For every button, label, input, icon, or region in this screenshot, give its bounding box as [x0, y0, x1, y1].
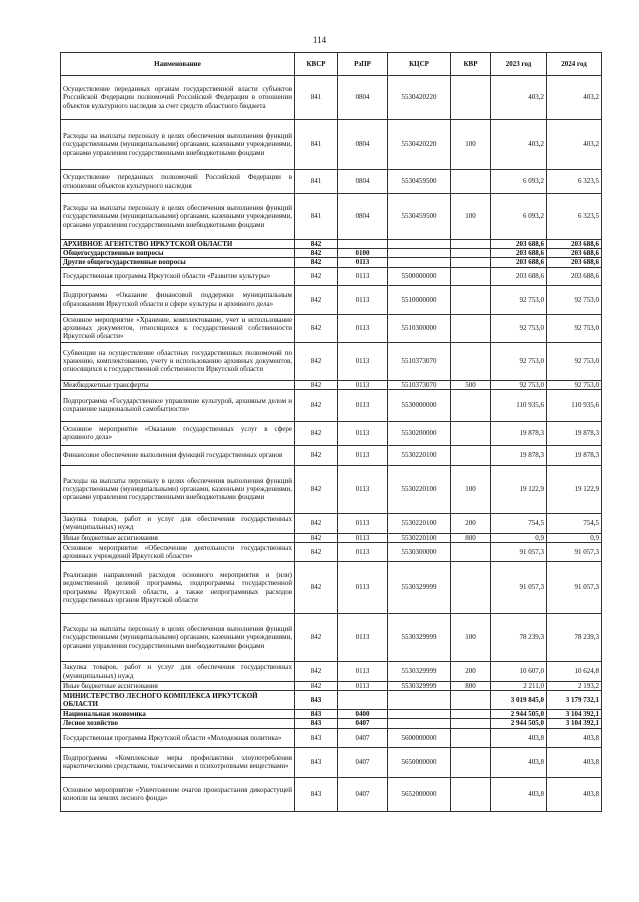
- cell-name: Национальная экономика: [61, 710, 295, 719]
- cell-name: Подпрограмма «Комплексные меры профилактики злоупотребления наркотическими средствами, токсическими и психотропными веществами»: [61, 747, 295, 777]
- cell-y2023: 403,2: [491, 120, 547, 170]
- cell-kvr: [451, 285, 491, 314]
- cell-rzpr: 0113: [338, 258, 388, 267]
- cell-kvr: [451, 562, 491, 614]
- cell-y2024: 0,9: [547, 533, 602, 542]
- cell-rzpr: 0113: [338, 285, 388, 314]
- cell-name: Государственная программа Иркутской области «Молодежная политика»: [61, 728, 295, 747]
- cell-name: Иные бюджетные ассигнования: [61, 682, 295, 691]
- cell-rzpr: 0407: [338, 728, 388, 747]
- cell-kvsr: 841: [295, 120, 338, 170]
- cell-kcsr: 5530300000: [388, 543, 451, 562]
- cell-y2023: 203 688,6: [491, 240, 547, 249]
- cell-kvsr: 842: [295, 445, 338, 465]
- cell-y2024: 754,5: [547, 513, 602, 533]
- table-row: [61, 533, 602, 542]
- table-row: [61, 120, 602, 170]
- cell-name: МИНИСТЕРСТВО ЛЕСНОГО КОМПЛЕКСА ИРКУТСКОЙ ОБЛАСТИ: [61, 691, 295, 710]
- cell-name: Осуществление переданных органам государственной власти субъектов Российской Федерации полномочий Российской Федерации в отношении объектов культурного наследия за счет средств областного бюджета: [61, 76, 295, 120]
- cell-y2024: 19 878,3: [547, 421, 602, 445]
- cell-kvr: 200: [451, 513, 491, 533]
- table-row: [61, 249, 602, 258]
- table-row: [61, 342, 602, 380]
- cell-rzpr: 0113: [338, 314, 388, 342]
- table-row: [61, 614, 602, 662]
- table-row: [61, 719, 602, 728]
- cell-y2023: 2 211,0: [491, 682, 547, 691]
- cell-kcsr: 5530420220: [388, 76, 451, 120]
- cell-y2024: 19 122,9: [547, 465, 602, 513]
- cell-kvsr: 842: [295, 342, 338, 380]
- table-row: [61, 747, 602, 777]
- cell-kvsr: 843: [295, 691, 338, 710]
- cell-kcsr: 5530329999: [388, 562, 451, 614]
- cell-kcsr: [388, 719, 451, 728]
- cell-rzpr: 0113: [338, 682, 388, 691]
- cell-kcsr: [388, 240, 451, 249]
- cell-y2023: 92 753,0: [491, 342, 547, 380]
- cell-kvr: 800: [451, 533, 491, 542]
- cell-y2024: 92 753,0: [547, 285, 602, 314]
- cell-y2024: 203 688,6: [547, 267, 602, 285]
- cell-kvsr: 841: [295, 194, 338, 240]
- cell-rzpr: 0804: [338, 194, 388, 240]
- table-row: [61, 314, 602, 342]
- cell-y2023: 203 688,6: [491, 249, 547, 258]
- cell-name: Основное мероприятие «Оказание государственных услуг в сфере архивного дела»: [61, 421, 295, 445]
- table-row: [61, 465, 602, 513]
- budget-table: [60, 52, 602, 812]
- cell-kvr: [451, 249, 491, 258]
- cell-kvsr: 842: [295, 421, 338, 445]
- cell-y2023: 92 753,0: [491, 380, 547, 389]
- cell-kcsr: 5600000000: [388, 728, 451, 747]
- cell-rzpr: 0113: [338, 445, 388, 465]
- cell-y2023: 403,2: [491, 76, 547, 120]
- cell-name: Основное мероприятие «Хранение, комплектование, учет и использование архивных документов, относящихся к государственной собственности Иркутской области»: [61, 314, 295, 342]
- cell-kcsr: 5530000000: [388, 389, 451, 421]
- cell-name: Субвенции на осуществление областных государственных полномочий по хранению, комплектованию, учету и использованию архивных документов, относящихся к государственной собственности Иркутской области: [61, 342, 295, 380]
- cell-kvr: [451, 710, 491, 719]
- cell-y2024: 3 104 392,1: [547, 719, 602, 728]
- cell-y2023: 78 239,3: [491, 614, 547, 662]
- cell-kcsr: 5530459500: [388, 194, 451, 240]
- table-header-row: [61, 53, 602, 76]
- table-row: [61, 76, 602, 120]
- cell-rzpr: 0113: [338, 562, 388, 614]
- cell-y2023: 0,9: [491, 533, 547, 542]
- cell-rzpr: 0407: [338, 747, 388, 777]
- cell-kvsr: 841: [295, 170, 338, 194]
- cell-kvr: [451, 777, 491, 811]
- cell-kcsr: 5530329999: [388, 614, 451, 662]
- table-row: [61, 194, 602, 240]
- table-row: [61, 691, 602, 710]
- cell-kvsr: 842: [295, 240, 338, 249]
- cell-kvr: [451, 728, 491, 747]
- cell-kvsr: 842: [295, 682, 338, 691]
- cell-kvsr: 842: [295, 662, 338, 682]
- cell-y2023: 203 688,6: [491, 267, 547, 285]
- cell-rzpr: 0100: [338, 249, 388, 258]
- cell-y2023: 3 019 845,0: [491, 691, 547, 710]
- cell-y2024: 10 624,8: [547, 662, 602, 682]
- cell-kvr: 200: [451, 662, 491, 682]
- cell-name: Основное мероприятие «Обеспечение деятельности государственных архивных учреждений Иркутской области»: [61, 543, 295, 562]
- table-row: [61, 240, 602, 249]
- cell-y2023: 203 688,6: [491, 258, 547, 267]
- cell-rzpr: 0113: [338, 342, 388, 380]
- header-kvsr: КВСР: [295, 53, 338, 76]
- cell-name: Основное мероприятие «Уничтожение очагов произрастания дикорастущей конопли на землях лесного фонда»: [61, 777, 295, 811]
- cell-rzpr: 0113: [338, 533, 388, 542]
- cell-name: АРХИВНОЕ АГЕНТСТВО ИРКУТСКОЙ ОБЛАСТИ: [61, 240, 295, 249]
- cell-rzpr: [338, 240, 388, 249]
- cell-rzpr: 0113: [338, 614, 388, 662]
- table-row: [61, 543, 602, 562]
- cell-kvsr: 843: [295, 719, 338, 728]
- cell-rzpr: 0804: [338, 120, 388, 170]
- table-row: [61, 662, 602, 682]
- cell-rzpr: 0113: [338, 543, 388, 562]
- header-kvr: КВР: [451, 53, 491, 76]
- cell-kcsr: 5530459500: [388, 170, 451, 194]
- cell-kvr: 100: [451, 194, 491, 240]
- cell-y2024: 91 057,3: [547, 562, 602, 614]
- table-row: [61, 389, 602, 421]
- header-kcsr: КЦСР: [388, 53, 451, 76]
- cell-y2023: 403,8: [491, 747, 547, 777]
- cell-name: Закупка товаров, работ и услуг для обеспечения государственных (муниципальных) нужд: [61, 513, 295, 533]
- cell-kvsr: 843: [295, 710, 338, 719]
- cell-y2024: 403,8: [547, 747, 602, 777]
- cell-kcsr: [388, 258, 451, 267]
- cell-y2023: 19 878,3: [491, 421, 547, 445]
- cell-kvr: [451, 747, 491, 777]
- cell-kcsr: 5530220100: [388, 533, 451, 542]
- cell-rzpr: 0113: [338, 380, 388, 389]
- cell-y2024: 19 878,3: [547, 445, 602, 465]
- cell-kvr: [451, 719, 491, 728]
- cell-y2023: 91 057,3: [491, 543, 547, 562]
- cell-y2024: 3 179 732,1: [547, 691, 602, 710]
- cell-name: Государственная программа Иркутской области «Развитие культуры»: [61, 267, 295, 285]
- header-rzpr: РзПР: [338, 53, 388, 76]
- header-2023: 2023 год: [491, 53, 547, 76]
- cell-kvr: 100: [451, 120, 491, 170]
- cell-name: Закупка товаров, работ и услуг для обеспечения государственных (муниципальных) нужд: [61, 662, 295, 682]
- table-row: [61, 258, 602, 267]
- page-number: 114: [312, 35, 327, 45]
- cell-name: Расходы на выплаты персоналу в целях обеспечения выполнения функций государственными (муниципальными) органами, казенными учреждениями, органами управления государственными внебюджетными фондами: [61, 614, 295, 662]
- table-row: [61, 285, 602, 314]
- cell-y2024: 203 688,6: [547, 240, 602, 249]
- cell-y2023: 6 093,2: [491, 194, 547, 240]
- cell-name: Подпрограмма «Государственное управление культурой, архивным делом и сохранение национальной самобытности»: [61, 389, 295, 421]
- cell-kcsr: 5530220100: [388, 465, 451, 513]
- cell-kvsr: 841: [295, 76, 338, 120]
- cell-y2024: 110 935,6: [547, 389, 602, 421]
- header-name: Наименование: [61, 53, 295, 76]
- cell-rzpr: 0113: [338, 267, 388, 285]
- cell-kvsr: 842: [295, 543, 338, 562]
- cell-kcsr: [388, 249, 451, 258]
- cell-kvsr: 843: [295, 777, 338, 811]
- cell-y2023: 2 944 505,0: [491, 719, 547, 728]
- cell-y2024: 6 323,5: [547, 194, 602, 240]
- cell-rzpr: 0407: [338, 777, 388, 811]
- cell-rzpr: 0804: [338, 76, 388, 120]
- cell-kvsr: 842: [295, 533, 338, 542]
- cell-rzpr: 0113: [338, 421, 388, 445]
- cell-name: Расходы на выплаты персоналу в целях обеспечения выполнения функций государственными (муниципальными) органами, казенными учреждениями, органами управления государственными внебюджетными фондами: [61, 194, 295, 240]
- table-row: [61, 710, 602, 719]
- cell-name: Расходы на выплаты персоналу в целях обеспечения выполнения функций государственными (муниципальными) органами, казенными учреждениями, органами управления государственными внебюджетными фондами: [61, 120, 295, 170]
- cell-kvr: [451, 445, 491, 465]
- cell-y2023: 92 753,0: [491, 285, 547, 314]
- cell-kcsr: 5650000000: [388, 747, 451, 777]
- table-row: [61, 562, 602, 614]
- cell-kvsr: 842: [295, 249, 338, 258]
- cell-name: Межбюджетные трансферты: [61, 380, 295, 389]
- cell-name: Подпрограмма «Оказание финансовой поддержки муниципальным образованиям Иркутской области в сфере культуры и архивного дела»: [61, 285, 295, 314]
- cell-y2024: 91 057,3: [547, 543, 602, 562]
- cell-kvsr: 842: [295, 267, 338, 285]
- cell-kvr: [451, 240, 491, 249]
- cell-rzpr: 0400: [338, 710, 388, 719]
- cell-kvr: [451, 691, 491, 710]
- cell-y2023: 403,8: [491, 777, 547, 811]
- cell-kvr: [451, 314, 491, 342]
- cell-kcsr: [388, 710, 451, 719]
- cell-y2024: 403,2: [547, 76, 602, 120]
- cell-y2023: 2 944 505,0: [491, 710, 547, 719]
- cell-name: Общегосударственные вопросы: [61, 249, 295, 258]
- cell-y2023: 403,8: [491, 728, 547, 747]
- table-row: [61, 170, 602, 194]
- table-row: [61, 380, 602, 389]
- cell-kcsr: 5530329999: [388, 682, 451, 691]
- cell-y2024: 78 239,3: [547, 614, 602, 662]
- cell-name: Реализация направлений расходов основного мероприятия и (или) ведомственной целевой программы, подпрограммы государственной программы Иркутской области, а также непрограммных расходов государственных органов Иркутской области: [61, 562, 295, 614]
- cell-rzpr: [338, 691, 388, 710]
- cell-kvr: [451, 170, 491, 194]
- cell-kvsr: 842: [295, 285, 338, 314]
- cell-y2024: 2 193,2: [547, 682, 602, 691]
- cell-name: Расходы на выплаты персоналу в целях обеспечения выполнения функций государственными (муниципальными) органами, казенными учреждениями, органами управления государственными внебюджетными фондами: [61, 465, 295, 513]
- table-row: [61, 421, 602, 445]
- cell-kvsr: 843: [295, 728, 338, 747]
- cell-name: Другие общегосударственные вопросы: [61, 258, 295, 267]
- cell-kvr: [451, 389, 491, 421]
- cell-kvsr: 842: [295, 562, 338, 614]
- cell-y2023: 754,5: [491, 513, 547, 533]
- cell-y2024: 403,8: [547, 777, 602, 811]
- cell-rzpr: 0407: [338, 719, 388, 728]
- table-row: [61, 513, 602, 533]
- table-row: [61, 777, 602, 811]
- cell-kvsr: 843: [295, 747, 338, 777]
- table-row: [61, 682, 602, 691]
- cell-kvr: 100: [451, 614, 491, 662]
- cell-kvr: [451, 258, 491, 267]
- cell-rzpr: 0804: [338, 170, 388, 194]
- cell-name: Финансовое обеспечение выполнения функций государственных органов: [61, 445, 295, 465]
- cell-kvsr: 842: [295, 614, 338, 662]
- cell-kcsr: 5510373070: [388, 380, 451, 389]
- cell-name: Осуществление переданных полномочий Российской Федерации в отношении объектов культурного наследия: [61, 170, 295, 194]
- cell-y2024: 203 688,6: [547, 249, 602, 258]
- table-row: [61, 445, 602, 465]
- cell-kcsr: 5510000000: [388, 285, 451, 314]
- cell-kvsr: 842: [295, 465, 338, 513]
- cell-name: Иные бюджетные ассигнования: [61, 533, 295, 542]
- cell-kvr: [451, 543, 491, 562]
- cell-kcsr: 5530220100: [388, 445, 451, 465]
- cell-kcsr: 5500000000: [388, 267, 451, 285]
- cell-y2024: 92 753,0: [547, 342, 602, 380]
- cell-y2023: 91 057,3: [491, 562, 547, 614]
- cell-y2023: 6 093,2: [491, 170, 547, 194]
- cell-kcsr: 5530420220: [388, 120, 451, 170]
- cell-kvsr: 842: [295, 513, 338, 533]
- cell-y2024: 203 688,6: [547, 258, 602, 267]
- cell-kvsr: 842: [295, 314, 338, 342]
- table-row: [61, 267, 602, 285]
- cell-rzpr: 0113: [338, 465, 388, 513]
- cell-y2024: 6 323,5: [547, 170, 602, 194]
- cell-kcsr: 5530329999: [388, 662, 451, 682]
- cell-y2024: 92 753,0: [547, 314, 602, 342]
- cell-kvsr: 842: [295, 258, 338, 267]
- cell-y2024: 92 753,0: [547, 380, 602, 389]
- header-2024: 2024 год: [547, 53, 602, 76]
- cell-y2023: 19 878,3: [491, 445, 547, 465]
- cell-y2024: 403,2: [547, 120, 602, 170]
- cell-y2024: 403,8: [547, 728, 602, 747]
- cell-kcsr: 5510373070: [388, 342, 451, 380]
- cell-kvr: 500: [451, 380, 491, 389]
- cell-y2023: 110 935,6: [491, 389, 547, 421]
- cell-y2024: 3 104 392,1: [547, 710, 602, 719]
- cell-kvr: 800: [451, 682, 491, 691]
- cell-kvr: 100: [451, 465, 491, 513]
- cell-kcsr: [388, 691, 451, 710]
- cell-kvsr: 842: [295, 380, 338, 389]
- table-row: [61, 728, 602, 747]
- cell-y2023: 10 607,0: [491, 662, 547, 682]
- cell-name: Лесное хозяйство: [61, 719, 295, 728]
- cell-kcsr: 5652000000: [388, 777, 451, 811]
- cell-kvr: [451, 421, 491, 445]
- cell-y2023: 92 753,0: [491, 314, 547, 342]
- cell-kvr: [451, 342, 491, 380]
- cell-kcsr: 5530220100: [388, 513, 451, 533]
- cell-rzpr: 0113: [338, 513, 388, 533]
- cell-rzpr: 0113: [338, 662, 388, 682]
- cell-kvr: [451, 267, 491, 285]
- cell-kvsr: 842: [295, 389, 338, 421]
- cell-y2023: 19 122,9: [491, 465, 547, 513]
- cell-kcsr: 5510300000: [388, 314, 451, 342]
- cell-rzpr: 0113: [338, 389, 388, 421]
- cell-kcsr: 5530200000: [388, 421, 451, 445]
- cell-kvr: [451, 76, 491, 120]
